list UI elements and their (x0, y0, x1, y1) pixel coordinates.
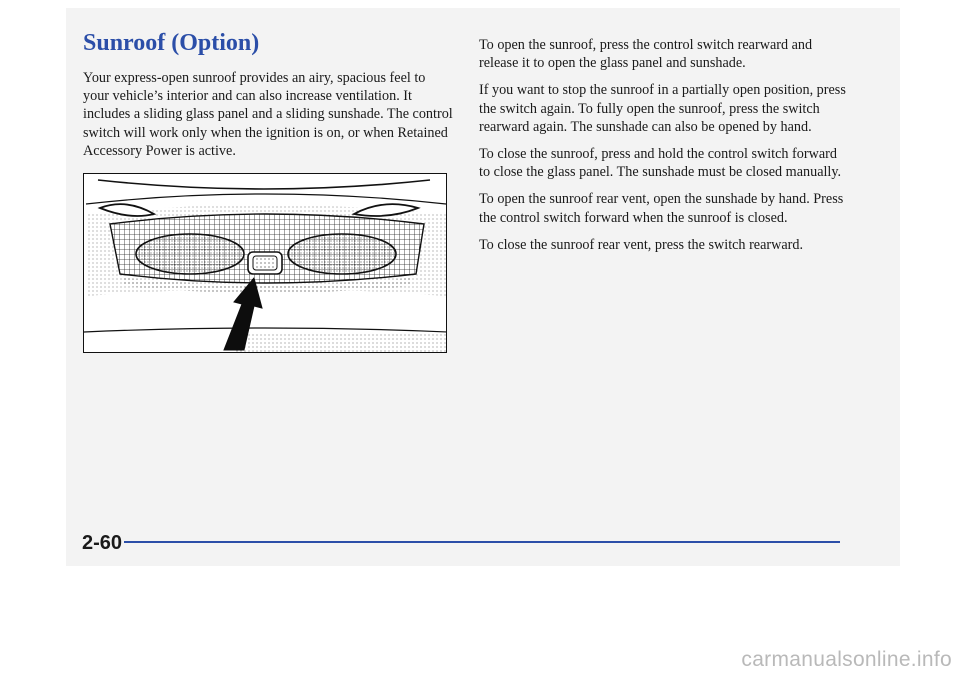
right-column (479, 36, 851, 263)
close-sunroof-paragraph: To close the sunroof, press and hold the control switch forward to close the glass panel. The sunshade must be closed manually. (479, 146, 842, 181)
footer-rule (124, 541, 840, 543)
stop-sunroof-paragraph: If you want to stop the sunroof in a partially open position, press the switch again. To fully open the sunroof, press the switch rearward again. The sunshade can also be opened by hand. (479, 82, 846, 135)
left-column (83, 69, 453, 169)
intro-paragraph: Your express-open sunroof provides an airy, spacious feel to your vehicle’s interior and can also increase ventilation. It includes a sliding glass panel and a sliding sunshade. The control switch will work only when the ignition is on, or when Retained Accessory Power is active. (83, 70, 453, 159)
open-sunroof-paragraph: To open the sunroof, press the control switch rearward and release it to open the glass panel and sunshade. (479, 37, 813, 72)
section-title: Sunroof (Option) (83, 30, 260, 56)
sunroof-control-illustration (83, 173, 447, 353)
page-number: 2-60 (82, 532, 123, 554)
overhead-console-drawing (84, 174, 447, 353)
watermark-link[interactable]: carmanualsonline.info (741, 648, 952, 671)
open-rear-vent-paragraph: To open the sunroof rear vent, open the sunshade by hand. Press the control switch forward when the sunroof is closed. (479, 191, 844, 226)
close-rear-vent-paragraph: To close the sunroof rear vent, press the switch rearward. (479, 236, 804, 253)
